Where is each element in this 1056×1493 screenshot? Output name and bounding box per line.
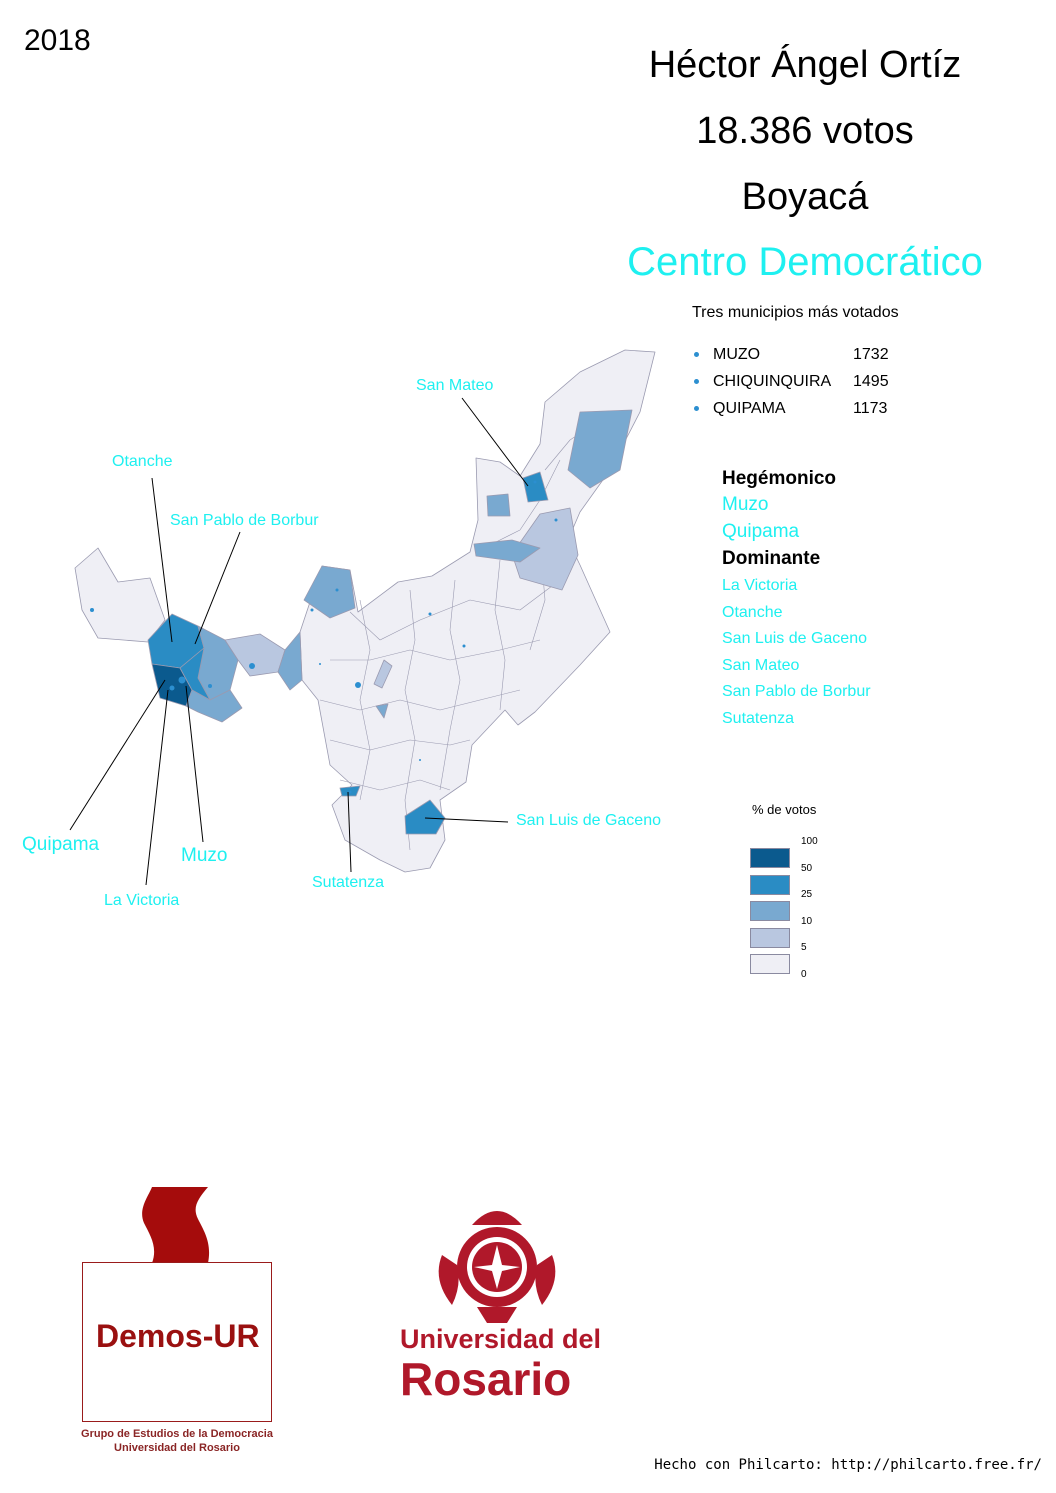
- label-la-victoria: La Victoria: [104, 892, 180, 909]
- vote-point: [534, 481, 537, 484]
- label-san-mateo: San Mateo: [416, 377, 494, 394]
- legend-value: 5: [801, 942, 807, 953]
- dominant-item: San Luis de Gaceno: [722, 630, 867, 647]
- vote-point: [355, 682, 361, 688]
- credit-text: Hecho con Philcarto: http://philcarto.free.fr/: [654, 1457, 1042, 1473]
- demos-ur-wordmark: Demos-UR: [96, 1318, 260, 1354]
- legend-swatch: [750, 875, 790, 895]
- legend-swatch: [750, 848, 790, 868]
- rosario-wordmark-line2: Rosario: [400, 1353, 572, 1405]
- dominant-item: Otanche: [722, 604, 783, 621]
- demos-ur-subtitle: Universidad del Rosario: [114, 1442, 240, 1454]
- vote-point: [319, 663, 321, 665]
- legend-value: 100: [801, 836, 818, 847]
- label-quipama: Quipama: [22, 834, 100, 855]
- rosario-wordmark-line1: Universidad del: [400, 1324, 602, 1354]
- demos-ur-subtitle: Grupo de Estudios de la Democracia: [81, 1428, 273, 1440]
- top3-item: QUIPAMA 1173: [694, 400, 887, 418]
- municipality: [568, 410, 632, 488]
- legend-swatch: [750, 901, 790, 921]
- label-sutatenza: Sutatenza: [312, 874, 385, 891]
- dominant-item: Sutatenza: [722, 710, 795, 727]
- legend-swatch: [750, 954, 790, 974]
- legend-value: 0: [801, 969, 807, 980]
- vote-point: [555, 519, 558, 522]
- legend-swatch: [750, 928, 790, 948]
- vote-point: [349, 791, 352, 794]
- vote-point: [179, 677, 186, 684]
- vote-point: [336, 589, 339, 592]
- legend-title: % de votos: [752, 802, 817, 817]
- vote-point: [208, 684, 212, 688]
- vote-total: 18.386 votos: [696, 110, 914, 152]
- vote-point: [419, 759, 421, 761]
- party-name: Centro Democrático: [627, 240, 983, 284]
- top3-title: Tres municipios más votados: [692, 304, 899, 321]
- dominant-item: San Mateo: [722, 657, 800, 674]
- dominant-item: San Pablo de Borbur: [722, 683, 871, 700]
- leader-line-quipama: [70, 680, 165, 830]
- municipality: [75, 548, 165, 642]
- dominant-heading: Dominante: [722, 548, 821, 569]
- rosario-crest-icon: [432, 1195, 562, 1325]
- vote-point: [311, 609, 314, 612]
- department-name: Boyacá: [741, 176, 869, 218]
- legend-value: 25: [801, 889, 813, 900]
- leader-line-la-victoria: [146, 690, 168, 885]
- label-san-luis: San Luis de Gaceno: [516, 812, 661, 829]
- vote-point: [463, 645, 466, 648]
- year-label: 2018: [24, 24, 91, 57]
- top3-item: CHIQUINQUIRA 1495: [694, 373, 889, 391]
- demos-ur-logo-mark: [140, 1185, 220, 1265]
- dominant-item: La Victoria: [722, 577, 798, 594]
- hegemonic-heading: Hegémonico: [722, 468, 837, 489]
- vote-point: [249, 663, 255, 669]
- vote-point: [90, 608, 94, 612]
- legend-value: 10: [801, 916, 813, 927]
- candidate-name: Héctor Ángel Ortíz: [648, 44, 962, 86]
- label-otanche: Otanche: [112, 453, 173, 470]
- municipality: [487, 494, 510, 516]
- vote-point: [170, 686, 175, 691]
- legend-value: 50: [801, 863, 813, 874]
- label-muzo: Muzo: [181, 845, 228, 866]
- hegemonic-item: Quipama: [722, 521, 800, 542]
- municipality: [278, 632, 302, 690]
- top3-item: MUZO 1732: [694, 346, 889, 364]
- label-san-pablo: San Pablo de Borbur: [170, 512, 319, 529]
- hegemonic-item: Muzo: [722, 494, 769, 515]
- leader-line-san-pablo: [195, 532, 240, 644]
- vote-point: [429, 613, 432, 616]
